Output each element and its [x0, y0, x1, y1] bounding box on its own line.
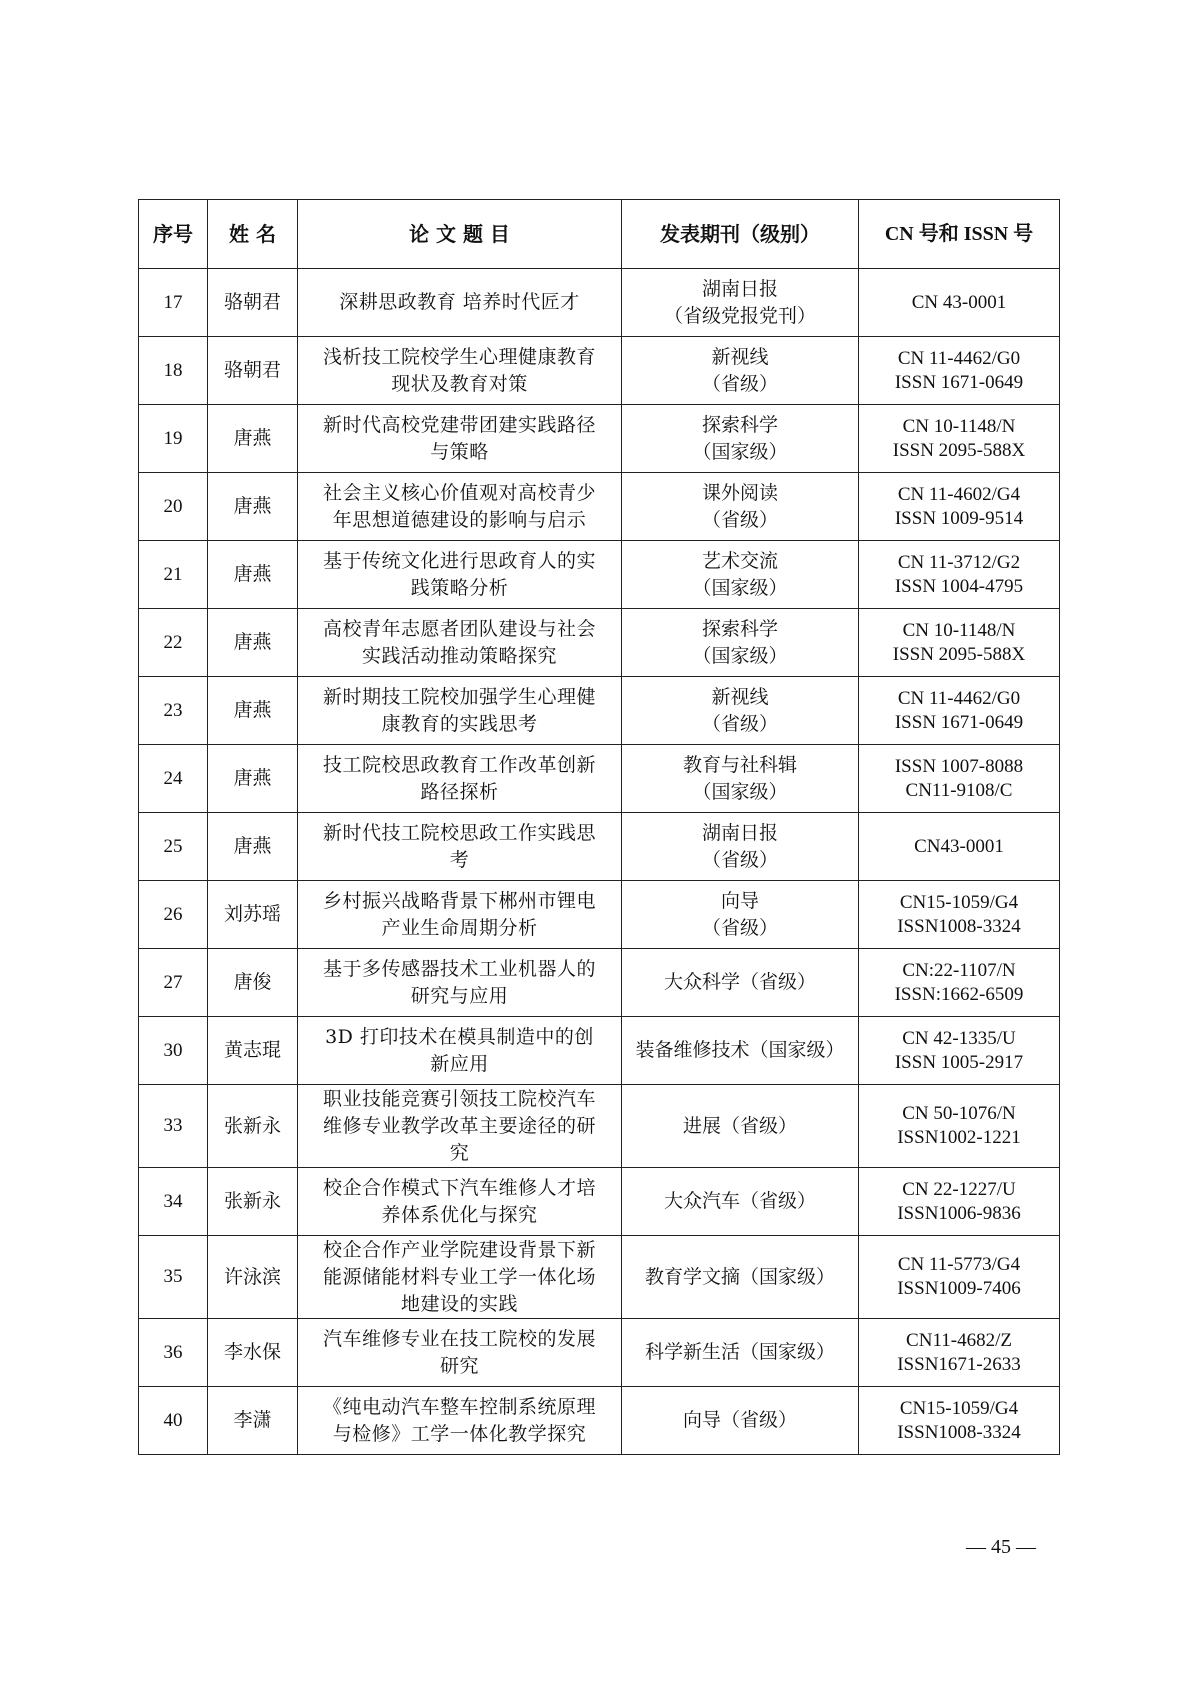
cn-issn-line: ISSN1008-3324	[897, 1421, 1021, 1443]
cn-issn-cell	[859, 1387, 1060, 1455]
paper-title-cell	[298, 1168, 622, 1236]
serial-no-cell: 20	[139, 473, 208, 541]
journal-line: （国家级）	[692, 576, 788, 599]
author-name-cell: 黄志琨	[208, 1017, 298, 1085]
paper-title-line: 与策略	[430, 440, 489, 463]
table-row	[139, 1319, 1060, 1387]
publication-table	[138, 199, 1060, 1455]
cn-issn-line: CN43-0001	[914, 835, 1004, 857]
author-name-cell: 唐燕	[208, 473, 298, 541]
table-row	[139, 269, 1060, 337]
serial-no-cell: 40	[139, 1387, 208, 1455]
journal-line: 湖南日报	[701, 821, 778, 844]
author-name-cell: 张新永	[208, 1085, 298, 1168]
journal-cell	[622, 949, 859, 1017]
journal-line: （国家级）	[692, 780, 788, 803]
paper-title-cell	[298, 677, 622, 745]
paper-title-line: 养体系优化与探究	[381, 1203, 538, 1226]
paper-title-line: 产业生命周期分析	[381, 916, 538, 939]
header-paper-title: 论 文 题 目	[298, 200, 622, 269]
journal-line: 装备维修技术（国家级）	[635, 1039, 845, 1061]
paper-title-line: 研究与应用	[410, 984, 509, 1007]
cn-issn-line: ISSN 1671-0649	[894, 371, 1024, 393]
cn-issn-line: ISSN 1004-4795	[894, 575, 1024, 597]
table-row	[139, 813, 1060, 881]
cn-issn-line: ISSN1006-9836	[897, 1202, 1021, 1224]
table-row	[139, 473, 1060, 541]
author-name-cell: 唐燕	[208, 541, 298, 609]
author-name-cell: 李潇	[208, 1387, 298, 1455]
author-name-cell: 李水保	[208, 1319, 298, 1387]
cn-issn-cell	[859, 949, 1060, 1017]
journal-cell	[622, 677, 859, 745]
paper-title-cell	[298, 541, 622, 609]
author-name-cell: 骆朝君	[208, 337, 298, 405]
cn-issn-cell	[859, 337, 1060, 405]
journal-cell	[622, 881, 859, 949]
header-name: 姓 名	[208, 200, 298, 269]
cn-issn-cell	[859, 1236, 1060, 1319]
journal-line: 探索科学	[701, 617, 778, 640]
paper-title-cell	[298, 881, 622, 949]
journal-cell	[622, 609, 859, 677]
cn-issn-line: CN:22-1107/N	[902, 959, 1016, 981]
serial-no-cell: 25	[139, 813, 208, 881]
paper-title-line: 3D 打印技术在模具制造中的创	[325, 1025, 594, 1048]
journal-line: （省级）	[701, 508, 778, 531]
paper-title-cell	[298, 609, 622, 677]
journal-cell	[622, 745, 859, 813]
cn-issn-line: ISSN 1007-8088	[894, 755, 1024, 777]
paper-title-cell	[298, 473, 622, 541]
header-journal-level: 发表期刊（级别）	[622, 200, 859, 269]
paper-title-line: 考	[449, 848, 470, 871]
table-body	[139, 269, 1060, 1455]
paper-title-cell	[298, 337, 622, 405]
journal-line: （国家级）	[692, 644, 788, 667]
cn-issn-cell	[859, 405, 1060, 473]
paper-title-line: 路径探析	[420, 780, 499, 803]
journal-line: （省级）	[701, 916, 778, 939]
paper-title-line: 地建设的实践	[400, 1292, 518, 1315]
journal-line: 向导	[720, 889, 759, 912]
cn-issn-line: CN 42-1335/U	[902, 1027, 1016, 1049]
page-number: — 45 —	[966, 1536, 1036, 1558]
serial-no-cell: 36	[139, 1319, 208, 1387]
paper-title-cell	[298, 1387, 622, 1455]
journal-line: 教育学文摘（国家级）	[644, 1265, 835, 1288]
journal-cell	[622, 1017, 859, 1085]
cn-issn-cell	[859, 677, 1060, 745]
table-row	[139, 1168, 1060, 1236]
journal-line: （国家级）	[692, 440, 788, 463]
cn-issn-line: ISSN1671-2633	[897, 1353, 1021, 1375]
table-row	[139, 677, 1060, 745]
paper-title-line: 浅析技工院校学生心理健康教育	[322, 345, 596, 368]
author-name-cell: 唐燕	[208, 745, 298, 813]
cn-issn-cell	[859, 1085, 1060, 1168]
table-row	[139, 337, 1060, 405]
table-header-row	[139, 200, 1060, 269]
journal-cell	[622, 1085, 859, 1168]
cn-issn-line: ISSN 2095-588X	[892, 643, 1026, 665]
journal-line: （省级党报党刊）	[663, 304, 816, 327]
journal-line: 艺术交流	[701, 549, 778, 572]
cn-issn-line: CN 43-0001	[911, 291, 1007, 313]
serial-no-cell: 27	[139, 949, 208, 1017]
journal-cell	[622, 269, 859, 337]
journal-cell	[622, 1387, 859, 1455]
journal-line: 探索科学	[701, 413, 778, 436]
cn-issn-line: ISSN1009-7406	[897, 1278, 1021, 1299]
serial-no-cell: 23	[139, 677, 208, 745]
table-row	[139, 541, 1060, 609]
paper-title-line: 社会主义核心价值观对高校青少	[322, 481, 596, 504]
paper-title-cell	[298, 949, 622, 1017]
paper-title-line: 校企合作模式下汽车维修人才培	[322, 1176, 596, 1199]
journal-line: 新视线	[711, 685, 769, 708]
table-row	[139, 1085, 1060, 1168]
journal-cell	[622, 337, 859, 405]
cn-issn-line: CN 11-4462/G0	[897, 687, 1021, 709]
paper-title-line: 实践活动推动策略探究	[361, 644, 557, 667]
cn-issn-line: CN15-1059/G4	[899, 891, 1019, 913]
paper-title-cell	[298, 745, 622, 813]
paper-title-cell	[298, 813, 622, 881]
cn-issn-line: ISSN:1662-6509	[894, 983, 1024, 1005]
author-name-cell: 唐燕	[208, 677, 298, 745]
cn-issn-cell	[859, 1017, 1060, 1085]
serial-no-cell: 24	[139, 745, 208, 813]
paper-title-line: 乡村振兴战略背景下郴州市锂电	[322, 889, 596, 912]
journal-line: 湖南日报	[701, 277, 778, 300]
cn-issn-line: ISSN 1005-2917	[894, 1051, 1024, 1073]
author-name-cell: 许泳滨	[208, 1236, 298, 1319]
cn-issn-line: CN11-4682/Z	[906, 1329, 1012, 1351]
cn-issn-cell	[859, 1319, 1060, 1387]
cn-issn-line: ISSN 1009-9514	[894, 507, 1024, 529]
table-row	[139, 1387, 1060, 1455]
journal-cell	[622, 1236, 859, 1319]
paper-title-cell	[298, 1319, 622, 1387]
table-row	[139, 405, 1060, 473]
cn-issn-cell	[859, 881, 1060, 949]
paper-title-line: 康教育的实践思考	[381, 712, 538, 735]
journal-line: 科学新生活（国家级）	[644, 1341, 835, 1363]
cn-issn-cell	[859, 1168, 1060, 1236]
table-row	[139, 745, 1060, 813]
journal-line: 新视线	[711, 345, 769, 368]
serial-no-cell: 22	[139, 609, 208, 677]
serial-no-cell: 26	[139, 881, 208, 949]
journal-line: （省级）	[701, 712, 778, 735]
cn-issn-line: CN 11-4602/G4	[897, 483, 1021, 505]
journal-line: 大众汽车（省级）	[663, 1190, 816, 1212]
paper-title-line: 年思想道德建设的影响与启示	[332, 508, 587, 531]
serial-no-cell: 18	[139, 337, 208, 405]
paper-title-line: 维修专业教学改革主要途径的研	[322, 1114, 596, 1137]
cn-issn-line: CN 11-3712/G2	[897, 551, 1021, 573]
serial-no-cell: 17	[139, 269, 208, 337]
serial-no-cell: 30	[139, 1017, 208, 1085]
paper-title-line: 研究	[439, 1354, 479, 1377]
table-row	[139, 609, 1060, 677]
serial-no-cell: 34	[139, 1168, 208, 1236]
cn-issn-cell	[859, 541, 1060, 609]
header-serial-no: 序号	[139, 200, 208, 269]
cn-issn-line: ISSN1002-1221	[897, 1127, 1021, 1148]
serial-no-cell: 33	[139, 1085, 208, 1168]
cn-issn-line: CN15-1059/G4	[899, 1397, 1019, 1419]
paper-title-line: 基于多传感器技术工业机器人的	[322, 957, 596, 980]
cn-issn-line: ISSN 1671-0649	[894, 711, 1024, 733]
journal-cell	[622, 1319, 859, 1387]
journal-line: （省级）	[701, 372, 778, 395]
paper-title-cell	[298, 1085, 622, 1168]
cn-issn-line: CN 50-1076/N	[902, 1103, 1016, 1124]
paper-title-line: 究	[449, 1141, 470, 1164]
cn-issn-cell	[859, 473, 1060, 541]
table-row	[139, 1236, 1060, 1319]
paper-title-line: 新时期技工院校加强学生心理健	[322, 685, 596, 708]
paper-title-cell	[298, 1236, 622, 1319]
cn-issn-cell	[859, 745, 1060, 813]
serial-no-cell: 19	[139, 405, 208, 473]
paper-title-cell	[298, 1017, 622, 1085]
journal-line: 大众科学（省级）	[663, 971, 816, 993]
table-row	[139, 1017, 1060, 1085]
paper-title-line: 汽车维修专业在技工院校的发展	[322, 1327, 596, 1350]
header-cn-issn: CN 号和 ISSN 号	[859, 200, 1060, 269]
paper-title-line: 新时代高校党建带团建实践路径	[322, 413, 596, 436]
cn-issn-line: ISSN 2095-588X	[892, 439, 1026, 461]
journal-cell	[622, 473, 859, 541]
journal-cell	[622, 541, 859, 609]
cn-issn-cell	[859, 813, 1060, 881]
paper-title-cell	[298, 269, 622, 337]
paper-title-cell	[298, 405, 622, 473]
cn-issn-cell	[859, 609, 1060, 677]
journal-line: 进展（省级）	[682, 1114, 797, 1137]
cn-issn-line: CN 22-1227/U	[902, 1178, 1016, 1200]
journal-cell	[622, 813, 859, 881]
author-name-cell: 唐俊	[208, 949, 298, 1017]
author-name-cell: 刘苏瑶	[208, 881, 298, 949]
author-name-cell: 张新永	[208, 1168, 298, 1236]
paper-title-line: 践策略分析	[410, 576, 509, 599]
journal-line: 教育与社科辑	[682, 753, 797, 776]
paper-title-line: 基于传统文化进行思政育人的实	[322, 549, 596, 572]
paper-title-line: 能源储能材料专业工学一体化场	[322, 1265, 596, 1288]
journal-cell	[622, 405, 859, 473]
cn-issn-line: CN 11-5773/G4	[897, 1254, 1021, 1275]
cn-issn-line: CN 11-4462/G0	[897, 347, 1021, 369]
serial-no-cell: 21	[139, 541, 208, 609]
author-name-cell: 唐燕	[208, 609, 298, 677]
paper-title-line: 与检修》工学一体化教学探究	[332, 1422, 587, 1445]
author-name-cell: 骆朝君	[208, 269, 298, 337]
paper-title-line: 《纯电动汽车整车控制系统原理	[322, 1395, 596, 1418]
table-row	[139, 949, 1060, 1017]
paper-title-line: 深耕思政教育 培养时代匠才	[339, 291, 580, 313]
paper-title-line: 职业技能竞赛引领技工院校汽车	[322, 1087, 596, 1110]
journal-line: 课外阅读	[701, 481, 778, 504]
cn-issn-line: CN 10-1148/N	[902, 415, 1016, 437]
journal-cell	[622, 1168, 859, 1236]
paper-title-line: 现状及教育对策	[391, 372, 528, 395]
cn-issn-line: CN11-9108/C	[905, 779, 1013, 801]
table-row	[139, 881, 1060, 949]
journal-line: （省级）	[701, 848, 778, 871]
paper-title-line: 校企合作产业学院建设背景下新	[322, 1238, 596, 1261]
journal-line: 向导（省级）	[682, 1409, 797, 1431]
author-name-cell: 唐燕	[208, 405, 298, 473]
cn-issn-cell	[859, 269, 1060, 337]
serial-no-cell: 35	[139, 1236, 208, 1319]
cn-issn-line: ISSN1008-3324	[897, 915, 1021, 937]
paper-title-line: 新时代技工院校思政工作实践思	[322, 821, 596, 844]
cn-issn-line: CN 10-1148/N	[902, 619, 1016, 641]
author-name-cell: 唐燕	[208, 813, 298, 881]
paper-title-line: 技工院校思政教育工作改革创新	[322, 753, 596, 776]
paper-title-line: 新应用	[430, 1052, 489, 1075]
paper-title-line: 高校青年志愿者团队建设与社会	[322, 617, 596, 640]
